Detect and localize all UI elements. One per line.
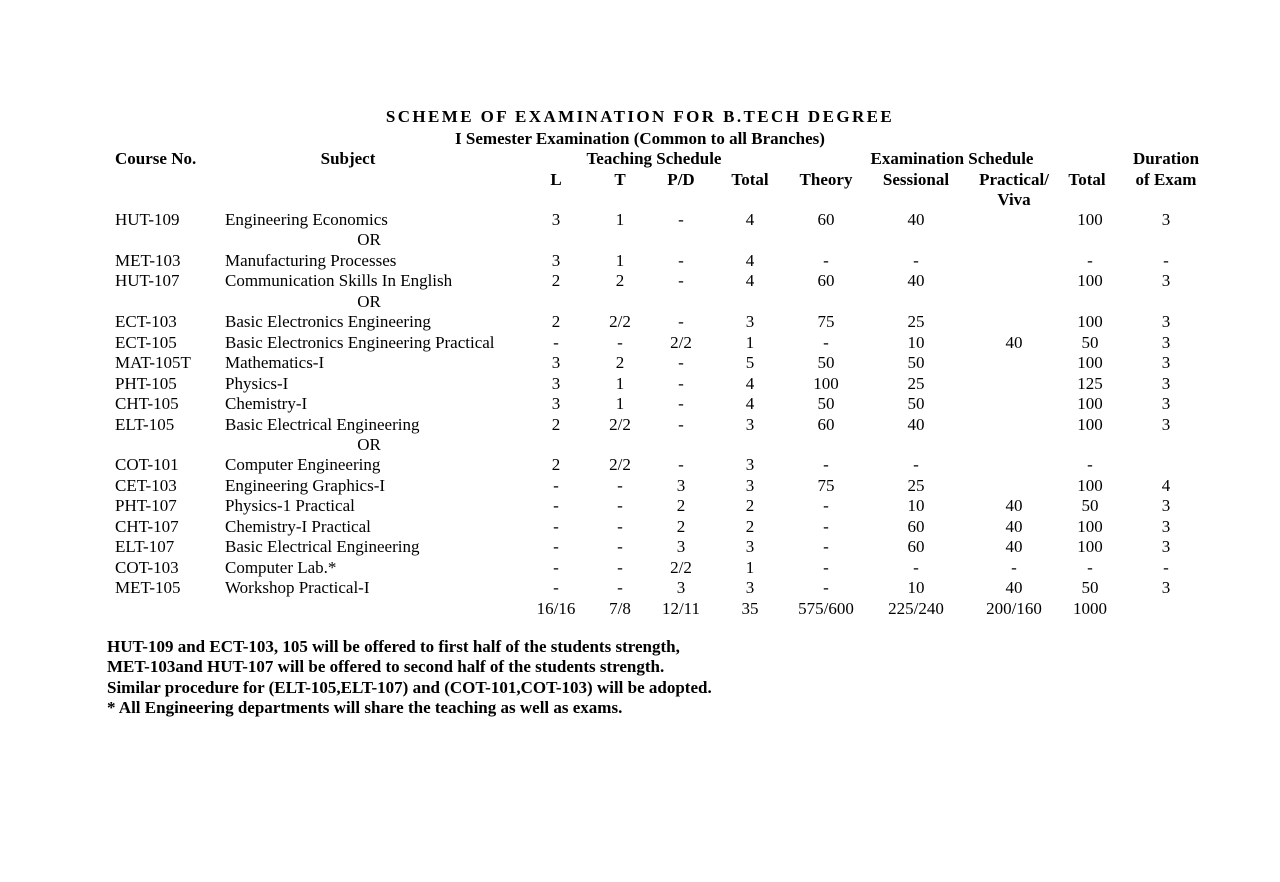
- duration-cell: 3: [1161, 332, 1171, 352]
- l-cell: -: [553, 496, 559, 516]
- theory-cell: 100: [813, 373, 839, 393]
- exam-total-cell: -: [1087, 250, 1093, 270]
- t-cell: -: [617, 516, 623, 536]
- note-2: MET-103and HUT-107 will be offered to second half of the students strength.: [107, 657, 665, 676]
- header-exam-total: Total: [1068, 170, 1106, 189]
- theory-cell: -: [823, 455, 829, 475]
- l-cell: -: [553, 578, 559, 598]
- l-cell: -: [553, 537, 559, 557]
- pd-cell: -: [678, 210, 684, 229]
- t-cell: 2: [615, 353, 625, 373]
- subject-cell: Manufacturing Processes: [225, 250, 397, 270]
- exam-total-cell: 1000: [1073, 598, 1107, 618]
- theory-cell: 60: [817, 210, 835, 229]
- theory-cell: -: [823, 496, 829, 516]
- page-subtitle: I Semester Examination (Common to all Branches): [455, 129, 825, 148]
- theory-cell: -: [823, 332, 829, 352]
- pd-cell: -: [678, 373, 684, 393]
- page-title: SCHEME OF EXAMINATION FOR B.TECH DEGREE: [385, 107, 895, 126]
- header-pd: P/D: [667, 170, 695, 189]
- header-l: L: [550, 170, 562, 189]
- course-no-cell: HUT-109: [115, 210, 180, 229]
- exam-total-cell: 100: [1077, 312, 1103, 332]
- total-cell: 4: [745, 394, 755, 414]
- course-no-cell: COT-103: [115, 557, 179, 577]
- course-no-cell: COT-101: [115, 455, 179, 475]
- l-cell: -: [553, 516, 559, 536]
- total-cell: 3: [745, 455, 755, 475]
- total-cell: 2: [745, 516, 755, 536]
- duration-cell: 3: [1161, 496, 1171, 516]
- sessional-cell: 25: [907, 475, 925, 495]
- t-cell: -: [617, 496, 623, 516]
- subject-cell: Chemistry-I Practical: [225, 516, 371, 536]
- t-cell: -: [617, 557, 623, 577]
- theory-cell: 575/600: [798, 598, 854, 618]
- header-theory: Theory: [799, 170, 853, 189]
- duration-cell: 3: [1161, 414, 1171, 434]
- t-cell: -: [617, 578, 623, 598]
- exam-total-cell: 125: [1077, 373, 1103, 393]
- total-cell: 3: [745, 312, 755, 332]
- pd-cell: -: [678, 455, 684, 475]
- or-separator: OR: [357, 291, 381, 311]
- note-3: Similar procedure for (ELT-105,ELT-107) and (COT-101,COT-103) will be adopted.: [107, 678, 712, 697]
- exam-total-cell: 100: [1077, 516, 1103, 536]
- total-cell: 3: [745, 414, 755, 434]
- header-course-no: Course No.: [115, 149, 197, 168]
- subject-cell: Workshop Practical-I: [225, 578, 370, 598]
- header-duration: Duration: [1132, 149, 1200, 168]
- l-cell: 3: [551, 394, 561, 414]
- sessional-cell: 40: [907, 414, 925, 434]
- t-cell: 2/2: [609, 312, 631, 332]
- sessional-cell: 25: [907, 312, 925, 332]
- total-cell: 5: [745, 353, 755, 373]
- header-sessional: Sessional: [882, 170, 950, 189]
- total-cell: 3: [745, 475, 755, 495]
- total-cell: 4: [745, 373, 755, 393]
- sessional-cell: -: [913, 557, 919, 577]
- subject-cell: Chemistry-I: [225, 394, 308, 414]
- exam-total-cell: -: [1087, 455, 1093, 475]
- t-cell: 1: [615, 210, 625, 229]
- l-cell: 3: [551, 373, 561, 393]
- course-no-cell: ELT-107: [115, 537, 175, 557]
- sessional-cell: 50: [907, 353, 925, 373]
- pd-cell: 2/2: [670, 332, 692, 352]
- theory-cell: 50: [817, 353, 835, 373]
- subject-cell: Engineering Economics: [225, 210, 388, 229]
- header-viva: Viva: [997, 190, 1031, 209]
- t-cell: -: [617, 475, 623, 495]
- l-cell: 3: [551, 250, 561, 270]
- pd-cell: -: [678, 271, 684, 291]
- pd-cell: -: [678, 250, 684, 270]
- duration-cell: -: [1163, 557, 1169, 577]
- t-cell: 1: [615, 250, 625, 270]
- total-cell: 35: [741, 598, 759, 618]
- duration-cell: -: [1163, 250, 1169, 270]
- theory-cell: -: [823, 578, 829, 598]
- t-cell: 2/2: [609, 414, 631, 434]
- course-no-cell: HUT-107: [115, 271, 180, 291]
- t-cell: 1: [615, 394, 625, 414]
- l-cell: 2: [551, 312, 561, 332]
- l-cell: -: [553, 475, 559, 495]
- duration-cell: 3: [1161, 578, 1171, 598]
- total-cell: 1: [745, 557, 755, 577]
- practical-cell: 40: [1005, 332, 1023, 352]
- subject-cell: Computer Engineering: [225, 455, 381, 475]
- exam-total-cell: 100: [1077, 271, 1103, 291]
- practical-cell: 200/160: [986, 598, 1042, 618]
- course-no-cell: ECT-103: [115, 312, 177, 332]
- total-cell: 3: [745, 537, 755, 557]
- theory-cell: 60: [817, 271, 835, 291]
- course-no-cell: MET-103: [115, 250, 181, 270]
- practical-cell: 40: [1005, 537, 1023, 557]
- course-no-cell: CHT-105: [115, 394, 179, 414]
- sessional-cell: 225/240: [888, 598, 944, 618]
- pd-cell: 2/2: [670, 557, 692, 577]
- header-teaching-schedule: Teaching Schedule: [586, 149, 722, 168]
- exam-total-cell: -: [1087, 557, 1093, 577]
- theory-cell: -: [823, 250, 829, 270]
- pd-cell: -: [678, 353, 684, 373]
- course-no-cell: PHT-107: [115, 496, 177, 516]
- exam-total-cell: 50: [1081, 332, 1099, 352]
- theory-cell: -: [823, 537, 829, 557]
- l-cell: 2: [551, 455, 561, 475]
- l-cell: -: [553, 557, 559, 577]
- l-cell: 2: [551, 414, 561, 434]
- l-cell: 16/16: [536, 598, 576, 618]
- t-cell: 7/8: [609, 598, 631, 618]
- pd-cell: 2: [676, 496, 686, 516]
- theory-cell: 50: [817, 394, 835, 414]
- header-of-exam: of Exam: [1135, 170, 1197, 189]
- total-cell: 4: [745, 250, 755, 270]
- exam-total-cell: 50: [1081, 496, 1099, 516]
- sessional-cell: 10: [907, 578, 925, 598]
- or-separator: OR: [357, 230, 381, 250]
- t-cell: -: [617, 332, 623, 352]
- exam-total-cell: 50: [1081, 578, 1099, 598]
- subject-cell: Basic Electronics Engineering: [225, 312, 431, 332]
- pd-cell: -: [678, 312, 684, 332]
- sessional-cell: 60: [907, 516, 925, 536]
- practical-cell: 40: [1005, 578, 1023, 598]
- sessional-cell: 10: [907, 332, 925, 352]
- practical-cell: 40: [1005, 516, 1023, 536]
- total-cell: 4: [745, 210, 755, 229]
- subject-cell: Basic Electrical Engineering: [225, 537, 420, 557]
- course-no-cell: ECT-105: [115, 332, 177, 352]
- duration-cell: 3: [1161, 312, 1171, 332]
- subject-cell: Communication Skills In English: [225, 271, 453, 291]
- duration-cell: 3: [1161, 537, 1171, 557]
- sessional-cell: 40: [907, 271, 925, 291]
- header-t: T: [614, 170, 626, 189]
- subject-cell: Basic Electrical Engineering: [225, 414, 420, 434]
- sessional-cell: 50: [907, 394, 925, 414]
- duration-cell: 3: [1161, 394, 1171, 414]
- duration-cell: 3: [1161, 271, 1171, 291]
- t-cell: 1: [615, 373, 625, 393]
- total-cell: 2: [745, 496, 755, 516]
- theory-cell: -: [823, 516, 829, 536]
- duration-cell: 3: [1161, 373, 1171, 393]
- subject-cell: Engineering Graphics-I: [225, 475, 386, 495]
- note-1: HUT-109 and ECT-103, 105 will be offered to first half of the students strength,: [107, 637, 680, 656]
- course-no-cell: ELT-105: [115, 414, 175, 434]
- t-cell: 2/2: [609, 455, 631, 475]
- l-cell: 3: [551, 353, 561, 373]
- note-4: * All Engineering departments will share the teaching as well as exams.: [107, 698, 623, 717]
- header-total: Total: [731, 170, 769, 189]
- sessional-cell: -: [913, 250, 919, 270]
- course-no-cell: MAT-105T: [115, 353, 191, 373]
- t-cell: 2: [615, 271, 625, 291]
- sessional-cell: 10: [907, 496, 925, 516]
- course-no-cell: MET-105: [115, 578, 181, 598]
- exam-total-cell: 100: [1077, 475, 1103, 495]
- header-examination-schedule: Examination Schedule: [870, 149, 1034, 168]
- practical-cell: -: [1011, 557, 1017, 577]
- duration-cell: 3: [1161, 353, 1171, 373]
- duration-cell: 3: [1161, 210, 1171, 229]
- practical-cell: 40: [1005, 496, 1023, 516]
- pd-cell: 3: [676, 475, 686, 495]
- l-cell: -: [553, 332, 559, 352]
- course-no-cell: CHT-107: [115, 516, 179, 536]
- total-cell: 1: [745, 332, 755, 352]
- l-cell: 3: [551, 210, 561, 229]
- theory-cell: 75: [817, 312, 835, 332]
- pd-cell: -: [678, 414, 684, 434]
- subject-cell: Basic Electronics Engineering Practical: [225, 332, 495, 352]
- pd-cell: 2: [676, 516, 686, 536]
- sessional-cell: -: [913, 455, 919, 475]
- total-cell: 4: [745, 271, 755, 291]
- subject-cell: Computer Lab.*: [225, 557, 337, 577]
- or-separator: OR: [357, 434, 381, 454]
- total-cell: 3: [745, 578, 755, 598]
- pd-cell: 3: [676, 537, 686, 557]
- subject-cell: Physics-I: [225, 373, 289, 393]
- theory-cell: 60: [817, 414, 835, 434]
- duration-cell: 3: [1161, 516, 1171, 536]
- sessional-cell: 25: [907, 373, 925, 393]
- sessional-cell: 60: [907, 537, 925, 557]
- theory-cell: 75: [817, 475, 835, 495]
- pd-cell: -: [678, 394, 684, 414]
- t-cell: -: [617, 537, 623, 557]
- exam-total-cell: 100: [1077, 210, 1103, 229]
- header-practical: Practical/: [979, 170, 1049, 189]
- header-subject: Subject: [320, 149, 376, 168]
- pd-cell: 12/11: [661, 598, 701, 618]
- exam-total-cell: 100: [1077, 537, 1103, 557]
- exam-total-cell: 100: [1077, 353, 1103, 373]
- exam-total-cell: 100: [1077, 394, 1103, 414]
- duration-cell: 4: [1161, 475, 1171, 495]
- sessional-cell: 40: [907, 210, 925, 229]
- exam-total-cell: 100: [1077, 414, 1103, 434]
- course-no-cell: PHT-105: [115, 373, 177, 393]
- subject-cell: Mathematics-I: [225, 353, 325, 373]
- l-cell: 2: [551, 271, 561, 291]
- pd-cell: 3: [676, 578, 686, 598]
- theory-cell: -: [823, 557, 829, 577]
- course-no-cell: CET-103: [115, 475, 177, 495]
- subject-cell: Physics-1 Practical: [225, 496, 355, 516]
